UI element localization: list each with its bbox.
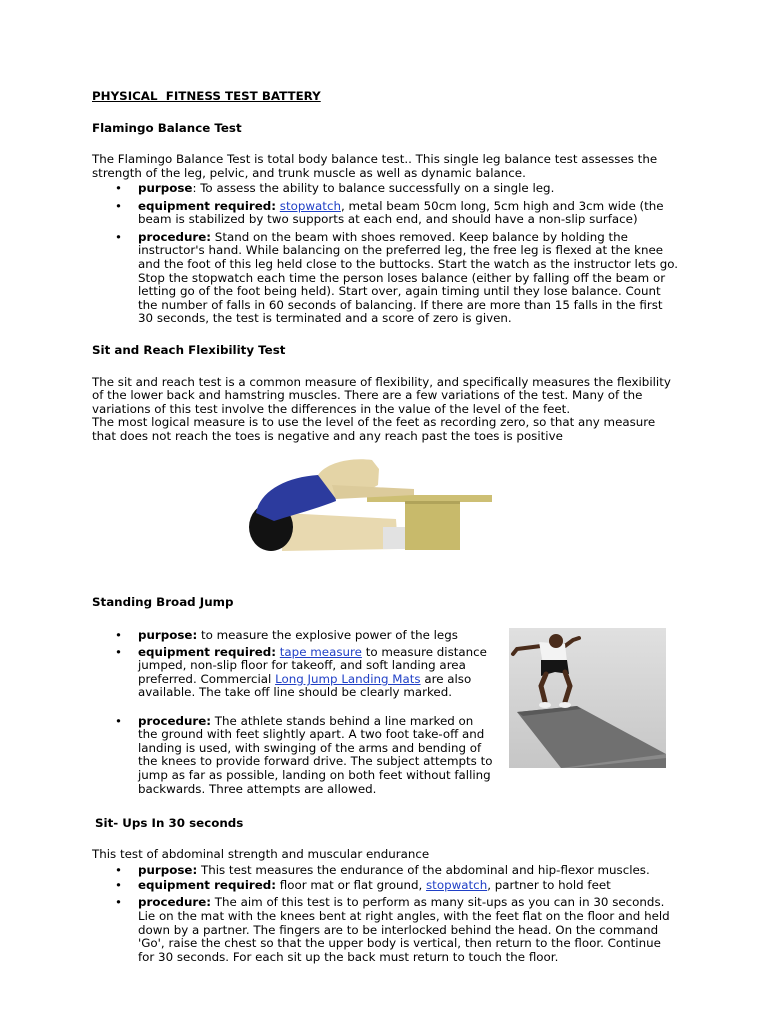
bullet-label: purpose: [138, 180, 193, 195]
bullet-label: equipment required:: [138, 198, 277, 213]
section-body: [92, 376, 680, 444]
broad-jump-text-column: [92, 628, 495, 797]
bullet-label: procedure:: [138, 229, 212, 244]
bullet-equipment: [92, 200, 680, 227]
bullet-label: equipment required:: [138, 644, 277, 659]
document-title: PHYSICAL FITNESS TEST BATTERY: [92, 89, 321, 103]
section-intro: The Flamingo Balance Test is total body balance test.. This single leg balance test assesses the strength of the leg, pelvic, and trunk muscle as well as dynamic balance.: [92, 151, 658, 180]
bullet-procedure: [92, 715, 495, 797]
broad-jump-content: [92, 628, 680, 797]
bullet-text: , partner to hold feet: [487, 878, 611, 893]
bullet-text: , metal beam 50cm long, 5cm high and 3cm wide (the beam is stabilized by two supports at each end, and should have a non-slip surface): [138, 198, 664, 227]
paragraph: The most logical measure is to use the level of the feet as recording zero, so that any measure that does not reach the toes is negative and any reach past the toes is positive: [92, 415, 656, 444]
bullet-label: purpose:: [138, 862, 198, 877]
section-sit-and-reach: [92, 344, 680, 555]
bullet-text: Stand on the beam with shoes removed. Keep balance by holding the instructor's hand. While balancing on the preferred leg, the free leg is flexed at the knee and the foot of this leg held close to the buttocks. Start the watch as the instructor lets go. Stop the stopwatch each time the person loses balance (either by falling off the beam or letting go of the foot being held). Start over, again timing until they lose balance. Count the number of falls in 60 seconds of balancing. If there are more than 15 falls in the first 30 seconds, the test is terminated and a score of zero is given.: [138, 229, 679, 326]
section-intro: This test of abdominal strength and muscular endurance: [92, 846, 430, 861]
landing-mats-link[interactable]: Long Jump Landing Mats: [275, 671, 421, 686]
section-heading: Flamingo Balance Test: [92, 120, 242, 135]
bullet-purpose: [92, 629, 495, 643]
bullet-equipment: [92, 879, 680, 893]
athlete-photo: [509, 628, 666, 768]
sit-and-reach-drawing: [246, 455, 496, 555]
person-legs: [282, 513, 405, 551]
bullet-label: purpose:: [138, 627, 198, 642]
stopwatch-link[interactable]: stopwatch: [426, 878, 488, 893]
bullet-text: : To assess the ability to balance successfully on a single leg.: [192, 180, 555, 195]
bullet-list: [92, 864, 680, 965]
bullet-text: This test measures the endurance of the abdominal and hip-flexor muscles.: [200, 862, 650, 877]
bullet-procedure: [92, 231, 680, 326]
section-heading: Standing Broad Jump: [92, 594, 234, 609]
bullet-text: to measure the explosive power of the legs: [200, 627, 458, 642]
bullet-procedure: [92, 896, 680, 964]
bullet-text: The athlete stands behind a line marked on the ground with feet slightly apart. A two foot take-off and landing is used, with swinging of the arms and bending of the knees to provide forward drive. The subject attempts to jump as far as possible, landing on both feet without falling backwards. Three attempts are allowed.: [138, 713, 493, 796]
bullet-label: equipment required:: [138, 878, 277, 893]
tape-measure-link[interactable]: tape measure: [279, 644, 362, 659]
document-page: [92, 90, 680, 964]
bullet-label: procedure:: [138, 895, 212, 910]
section-heading: Sit and Reach Flexibility Test: [92, 342, 286, 357]
stopwatch-link[interactable]: stopwatch: [279, 198, 341, 213]
athlete-photo-drawing: [509, 628, 666, 768]
bullet-equipment: [92, 646, 495, 700]
person-head-arms: [318, 459, 414, 499]
bullet-text: to measure distance jumped, non-slip floor for takeoff, and soft landing area preferred. Commercial: [138, 644, 487, 686]
bullet-text: are also available. The take off line should be clearly marked.: [138, 671, 472, 700]
section-heading: Sit- Ups In 30 seconds: [95, 815, 244, 830]
bullet-text: The aim of this test is to perform as many sit-ups as you can in 30 seconds. Lie on the mat with the knees bent at right angles, with the feet flat on the floor and held down by a partner. The fingers are to be interlocked behind the head. On the command 'Go', raise the chest so that the upper body is vertical, then return to the floor. Continue for 30 seconds. For each sit up the back must return to touch the floor.: [138, 895, 670, 964]
bullet-list: [92, 182, 680, 326]
section-sit-ups: [92, 817, 680, 965]
paragraph: The sit and reach test is a common measure of flexibility, and specifically measures the flexibility of the lower back and hamstring muscles. There are a few variations of the test. Many of the variations of this test involve the differences in the value of the level of the feet.: [92, 374, 671, 416]
section-standing-broad-jump: [92, 596, 680, 797]
bullet-purpose: [92, 864, 680, 878]
bullet-label: procedure:: [138, 713, 212, 728]
bullet-list: [92, 629, 495, 797]
sit-and-reach-illustration: [92, 455, 680, 555]
bullet-purpose: [92, 182, 680, 196]
bullet-text: floor mat or flat ground,: [279, 878, 423, 893]
section-flamingo-balance-test: [92, 122, 680, 326]
